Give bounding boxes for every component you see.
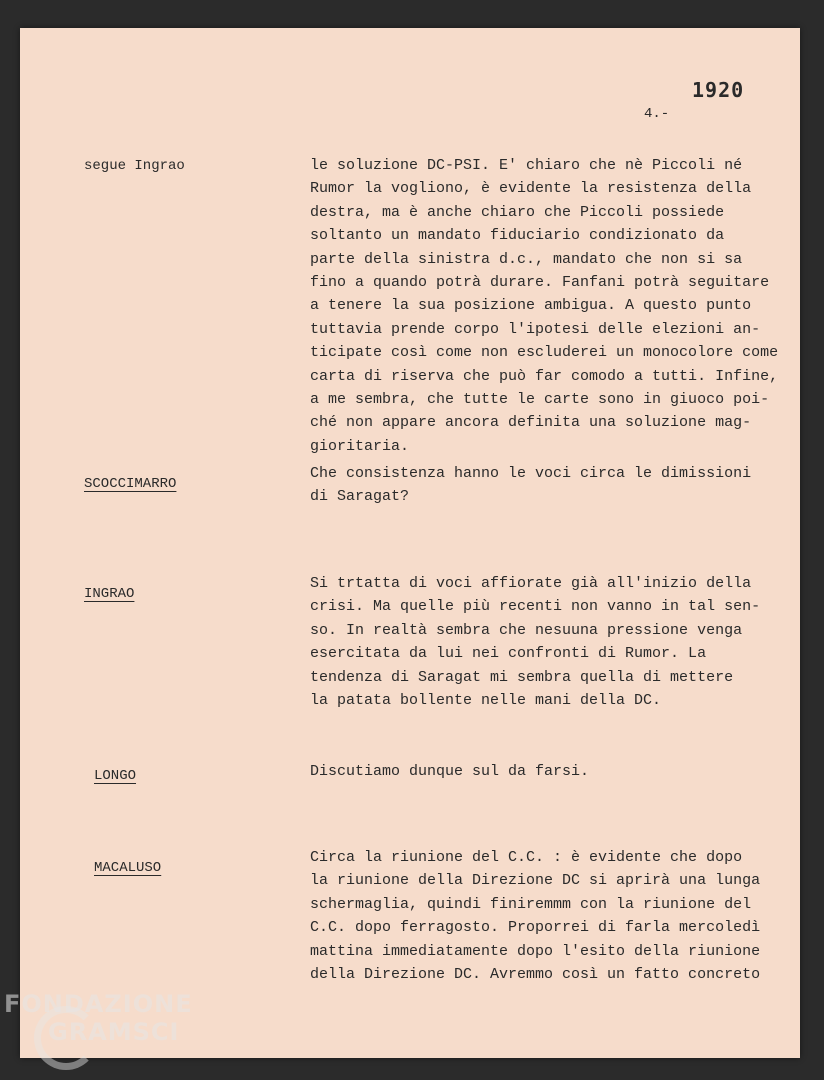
speaker-label: LONGO xyxy=(94,768,137,784)
speaker-label: INGRAO xyxy=(84,586,135,602)
speech-text: Che consistenza hanno le voci circa le dimissioni di Saragat? xyxy=(310,465,752,506)
speaker-label: segue Ingrao xyxy=(84,158,185,174)
speech-text: Discutiamo dunque sul da farsi. xyxy=(310,763,590,780)
speech-text: Si trtatta di voci affiorate già all'inizio della crisi. Ma quelle più recenti non vanno in tal sen- so. In realtà sembra che nesuuna pressione venga esercitata da lui nei confronti di Rumor. La tendenza di Saragat mi sembra quella di mettere la patata bollente nelle mani della DC. xyxy=(310,575,761,710)
page-number: 4.- xyxy=(644,106,670,122)
speech-text: le soluzione DC-PSI. E' chiaro che nè Piccoli né Rumor la vogliono, è evidente la resistenza della destra, ma è anche chiaro che Piccoli possiede soltanto un mandato fiduciario condizionato da parte della sinistra d.c., mandato che non si sa fino a quando potrà durare. Fanfani potrà seguitare a tenere la sua posizione ambigua. A questo punto tuttavia prende corpo l'ipotesi delle elezioni an- ticipate così come non escluderei un monocolore come carta di riserva che può far comodo a tutti. Infine, a me sembra, che tutte le carte sono in giuoco poi- ché non appare ancora definita una soluzione mag- gioritaria. xyxy=(310,157,779,455)
speaker-label: SCOCCIMARRO xyxy=(84,476,177,492)
archive-page-number: 1920 xyxy=(692,78,745,102)
document-page xyxy=(20,28,800,1058)
fondazione-gramsci-watermark xyxy=(4,990,204,1078)
speaker-label: MACALUSO xyxy=(94,860,162,876)
speech-text: Circa la riunione del C.C. : è evidente che dopo la riunione della Direzione DC si aprirà una lunga schermaglia, quindi finiremmm con la riunione del C.C. dopo ferragosto. Proporrei di farla mercoledì mattina immediatamente dopo l'esito della riunione della Direzione DC. Avremmo così un fatto concreto xyxy=(310,849,761,984)
watermark-line2: GRAMSCI xyxy=(48,1018,180,1046)
watermark-line1: FONDAZIONE xyxy=(4,990,193,1018)
